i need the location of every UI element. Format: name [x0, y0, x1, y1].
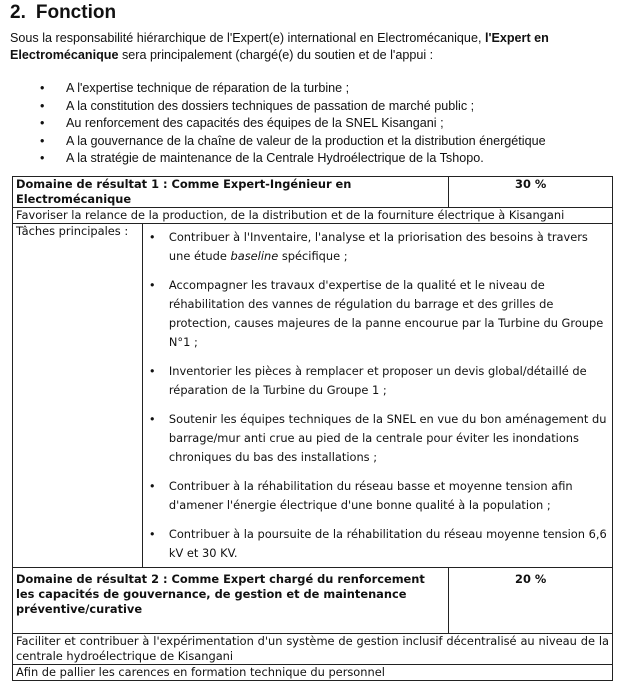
bullet-icon: •: [148, 278, 156, 292]
intro-bold-role: l'Expert en Electromécanique: [10, 31, 549, 62]
tasks-cell: [142, 224, 612, 568]
tasks-label: Tâches principales :: [13, 224, 143, 568]
bullet-icon: •: [40, 133, 45, 148]
section-number: 2.: [10, 2, 26, 23]
domain2-note: Afin de pallier les carences en formation technique du personnel: [13, 665, 613, 681]
bullet-item: • A la stratégie de maintenance de la Centrale Hydroélectrique de la Tshopo.: [40, 150, 546, 168]
task-item: • Inventorier les pièces à remplacer et proposer un devis global/détaillé de réparation de la Turbine du Groupe 1 ;: [148, 364, 587, 397]
domain2-title: Domaine de résultat 2 : Comme Expert chargé du renforcement les capacités de gouvernance, de gestion et de maintenance préventive/curative: [13, 568, 449, 634]
bullet-icon: •: [148, 479, 156, 493]
tasks-list: [147, 224, 609, 563]
bullet-item: • A l'expertise technique de réparation de la turbine ;: [40, 80, 546, 98]
bullet-icon: •: [40, 81, 45, 95]
intro-paragraph: [10, 30, 612, 64]
domain2-note-row: [13, 665, 613, 681]
results-table: [12, 176, 613, 681]
bullet-item: • A la constitution des dossiers techniques de passation de marché public ;: [40, 98, 546, 116]
task-item: • Contribuer à l'Inventaire, l'analyse et la priorisation des besoins à travers une étude baseline spécifique ;: [148, 230, 588, 263]
domain1-percent: 30 %: [449, 177, 613, 208]
domain2-percent: 20 %: [449, 568, 613, 634]
domain1-title: Domaine de résultat 1 : Comme Expert-Ingénieur en Electromécanique: [13, 177, 449, 208]
bullet-icon: •: [40, 98, 45, 113]
domain1-tasks-row: [13, 224, 613, 568]
bullet-icon: •: [148, 230, 156, 244]
domain2-objective-row: [13, 634, 613, 665]
task-item: • Contribuer à la poursuite de la réhabilitation du réseau moyenne tension 6,6 kV et 30 KV.: [148, 527, 607, 560]
task-item: • Soutenir les équipes techniques de la SNEL en vue du bon aménagement du barrage/mur anti crue au pied de la centrale pour éviter les inondations chroniques du bas des installations ;: [148, 412, 607, 464]
bullet-icon: •: [40, 151, 45, 165]
intro-tail: sera principalement (chargé(e) du soutien et de l'appui :: [122, 48, 434, 62]
domain2-header-row: [13, 568, 613, 634]
task-item: • Contribuer à la réhabilitation du réseau basse et moyenne tension afin d'amener l'énergie électrique d'une bonne qualité à la population ;: [148, 479, 573, 512]
domain2-objective: Faciliter et contribuer à l'expérimentation d'un système de gestion inclusif décentralisé au niveau de la centrale hydroélectrique de Kisangani: [13, 634, 613, 665]
bullet-icon: •: [148, 364, 156, 378]
domain1-header-row: [13, 177, 613, 208]
task-item: • Accompagner les travaux d'expertise de la qualité et le niveau de réhabilitation des vannes de régulation du barrage et des grilles de protection, causes majeures de la panne encourue par la Turbine du Groupe N°1 ;: [148, 278, 604, 349]
section-title: Fonction: [35, 2, 117, 23]
intro-lead: Sous la responsabilité hiérarchique de l'Expert(e) international en Electromécanique,: [10, 31, 482, 45]
bullet-icon: •: [148, 412, 156, 426]
domain1-objective-row: [13, 208, 613, 224]
function-bullet-list: [40, 80, 546, 168]
bullet-icon: •: [148, 527, 156, 541]
bullet-item: • Au renforcement des capacités des équipes de la SNEL Kisangani ;: [40, 115, 546, 133]
bullet-icon: •: [40, 116, 45, 130]
section-heading: [10, 2, 116, 24]
bullet-item: • A la gouvernance de la chaîne de valeur de la production et la distribution énergétique: [40, 133, 546, 151]
domain1-objective: Favoriser la relance de la production, de la distribution et de la fourniture électrique à Kisangani: [13, 208, 613, 224]
